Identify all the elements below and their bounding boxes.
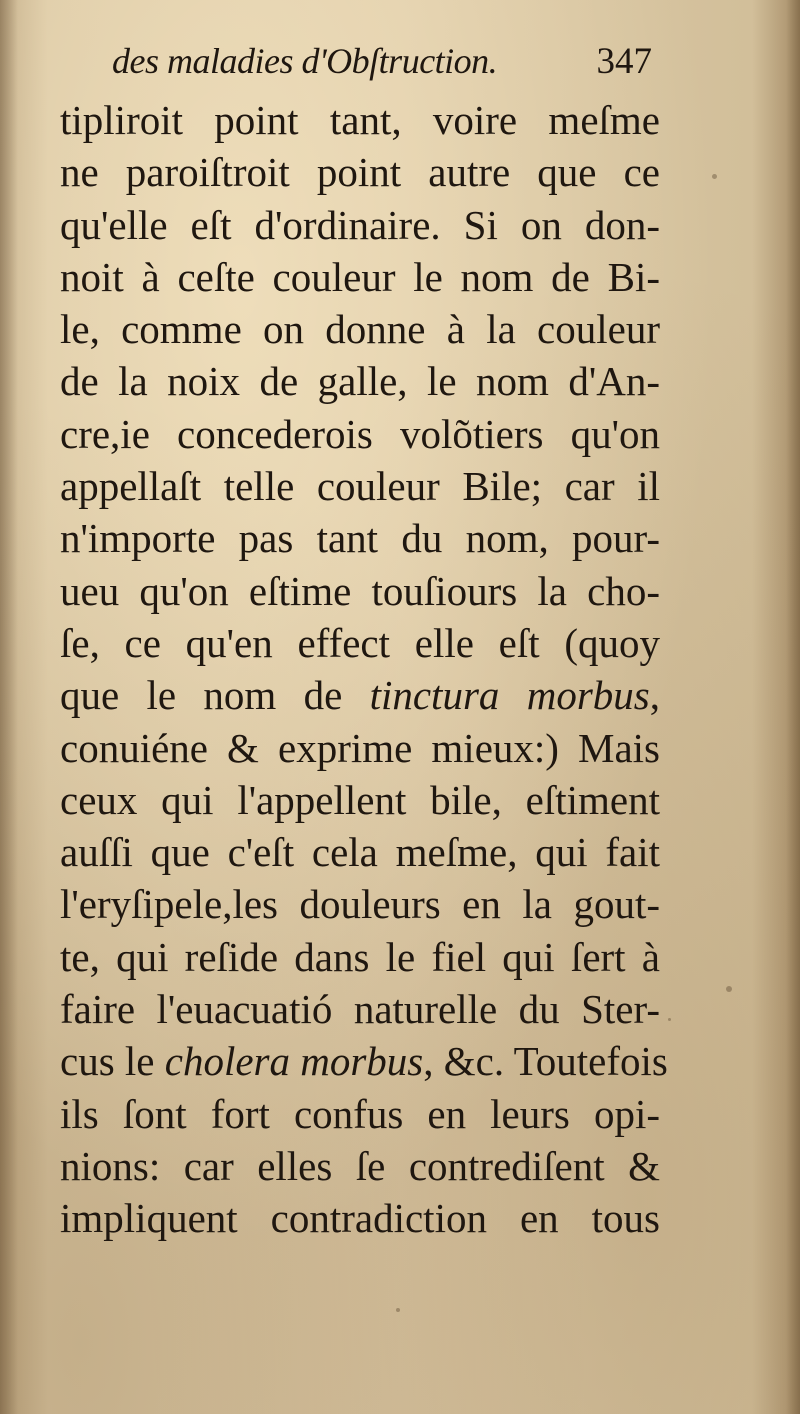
body-text: [60, 94, 668, 1245]
page-shadow-left: [0, 0, 18, 1414]
text-line: [60, 617, 660, 669]
text-line: [60, 303, 660, 355]
text-line: [60, 931, 660, 983]
text-segment: cus le: [60, 1038, 165, 1085]
text-segment: ſe, ce qu'en effect elle eſt (quoy: [60, 619, 660, 666]
text-line: [60, 460, 660, 512]
text-segment: de la noix de galle, le nom d'An-: [60, 358, 660, 405]
text-segment: , &c. Toutefois: [423, 1038, 668, 1085]
text-line: [60, 878, 660, 930]
page-shadow-right: [786, 0, 800, 1414]
text-segment: auſſi que c'eſt cela meſme, qui fait: [60, 829, 660, 876]
text-line: [60, 826, 660, 878]
text-line: [60, 722, 660, 774]
text-segment: le, comme on donne à la couleur: [60, 306, 660, 353]
text-line: [60, 251, 660, 303]
text-segment: noit à ceſte couleur le nom de Bi-: [60, 253, 660, 300]
text-segment: conuiéne & exprime mieux:) Mais: [60, 724, 660, 771]
text-line: [60, 94, 660, 146]
text-line: [60, 565, 660, 617]
text-line: [60, 1088, 660, 1140]
text-line: [60, 669, 660, 721]
text-line: [60, 1140, 660, 1192]
text-line: [60, 774, 660, 826]
text-line: [60, 146, 660, 198]
text-segment: ils ſont fort confus en leurs opi-: [60, 1090, 660, 1137]
italic-phrase: cholera morbus: [164, 1038, 424, 1085]
paper-speck: [396, 1308, 400, 1312]
text-segment: que le nom de: [60, 672, 370, 719]
paper-speck: [726, 986, 732, 992]
text-line: [60, 1192, 660, 1244]
page-header: [112, 40, 652, 92]
text-segment: ,: [649, 672, 660, 719]
text-segment: ueu qu'on eſtime touſiours la cho-: [60, 567, 660, 614]
text-segment: nions: car elles ſe contrediſent &: [60, 1142, 660, 1189]
text-segment: ne paroiſtroit point autre que ce: [60, 149, 660, 196]
text-segment: tipliroit point tant, voire meſme: [60, 97, 660, 143]
text-segment: faire l'euacuatió naturelle du Ster-: [60, 986, 660, 1033]
text-line: [60, 1035, 668, 1087]
text-segment: ceux qui l'appellent bile, eſtiment: [60, 776, 660, 823]
italic-phrase: tinctura morbus: [369, 672, 650, 719]
text-segment: appellaſt telle couleur Bile; car il: [60, 463, 660, 510]
text-segment: cre,ie concederois volõtiers qu'on: [60, 410, 660, 457]
text-line: [60, 355, 660, 407]
page-number: 347: [596, 41, 652, 82]
text-segment: n'importe pas tant du nom, pour-: [60, 515, 660, 562]
text-line: [60, 512, 660, 564]
text-line: [60, 983, 660, 1035]
text-segment: qu'elle eſt d'ordinaire. Si on don-: [60, 201, 660, 248]
text-segment: impliquent contradiction en tous: [60, 1195, 660, 1242]
text-segment: l'eryſipele,les douleurs en la gout-: [60, 881, 660, 928]
running-title: des maladies d'Obſtruction.: [112, 41, 498, 81]
text-segment: te, qui reſide dans le fiel qui ſert à: [60, 933, 660, 980]
text-line: [60, 199, 660, 251]
text-line: [60, 408, 660, 460]
paper-speck: [712, 174, 717, 179]
paper-speck: [668, 1018, 671, 1021]
